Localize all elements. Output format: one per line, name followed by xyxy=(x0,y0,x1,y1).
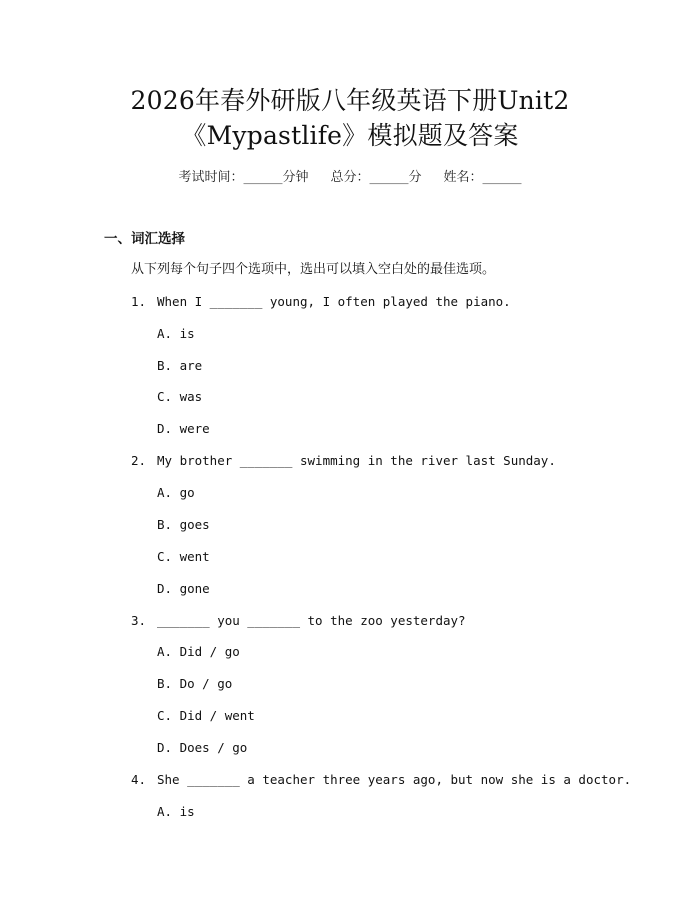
exam-meta xyxy=(0,168,700,188)
exam-time-field: 考试时间：______分钟 xyxy=(178,170,309,185)
document-title-line2: 《Mypastlife》模拟题及答案 xyxy=(181,121,519,150)
section-title: 一、词汇选择 xyxy=(104,231,185,247)
question-number: 2. xyxy=(131,453,147,468)
question-number: 1. xyxy=(131,294,147,309)
question-number: 3. xyxy=(131,613,147,628)
question-text: She _______ a teacher three years ago, but now she is a doctor. xyxy=(157,772,632,787)
question-option: A. is xyxy=(157,326,195,341)
question-option: C. went xyxy=(157,549,210,564)
total-score-field: 总分：______分 xyxy=(330,170,422,185)
question-option: D. were xyxy=(157,421,210,436)
question-option: B. Do / go xyxy=(157,676,233,691)
question-option: C. Did / went xyxy=(157,708,255,723)
question-option: D. Does / go xyxy=(157,740,248,755)
student-name-field: 姓名：______ xyxy=(443,170,522,185)
question-option: D. gone xyxy=(157,581,210,596)
question-number: 4. xyxy=(131,772,147,787)
question-option: B. goes xyxy=(157,517,210,532)
question-text: My brother _______ swimming in the river last Sunday. xyxy=(157,453,556,468)
question-option: A. Did / go xyxy=(157,644,240,659)
question-option: A. is xyxy=(157,804,195,819)
question-option: B. are xyxy=(157,358,203,373)
question-option: C. was xyxy=(157,389,203,404)
section-instruction: 从下列每个句子四个选项中，选出可以填入空白处的最佳选项。 xyxy=(131,262,496,277)
document-title-line1: 2026年春外研版八年级英语下册Unit2 xyxy=(130,86,570,115)
question-text: When I _______ young, I often played the piano. xyxy=(157,294,511,309)
question-option: A. go xyxy=(157,485,195,500)
question-text: _______ you _______ to the zoo yesterday? xyxy=(157,613,466,628)
